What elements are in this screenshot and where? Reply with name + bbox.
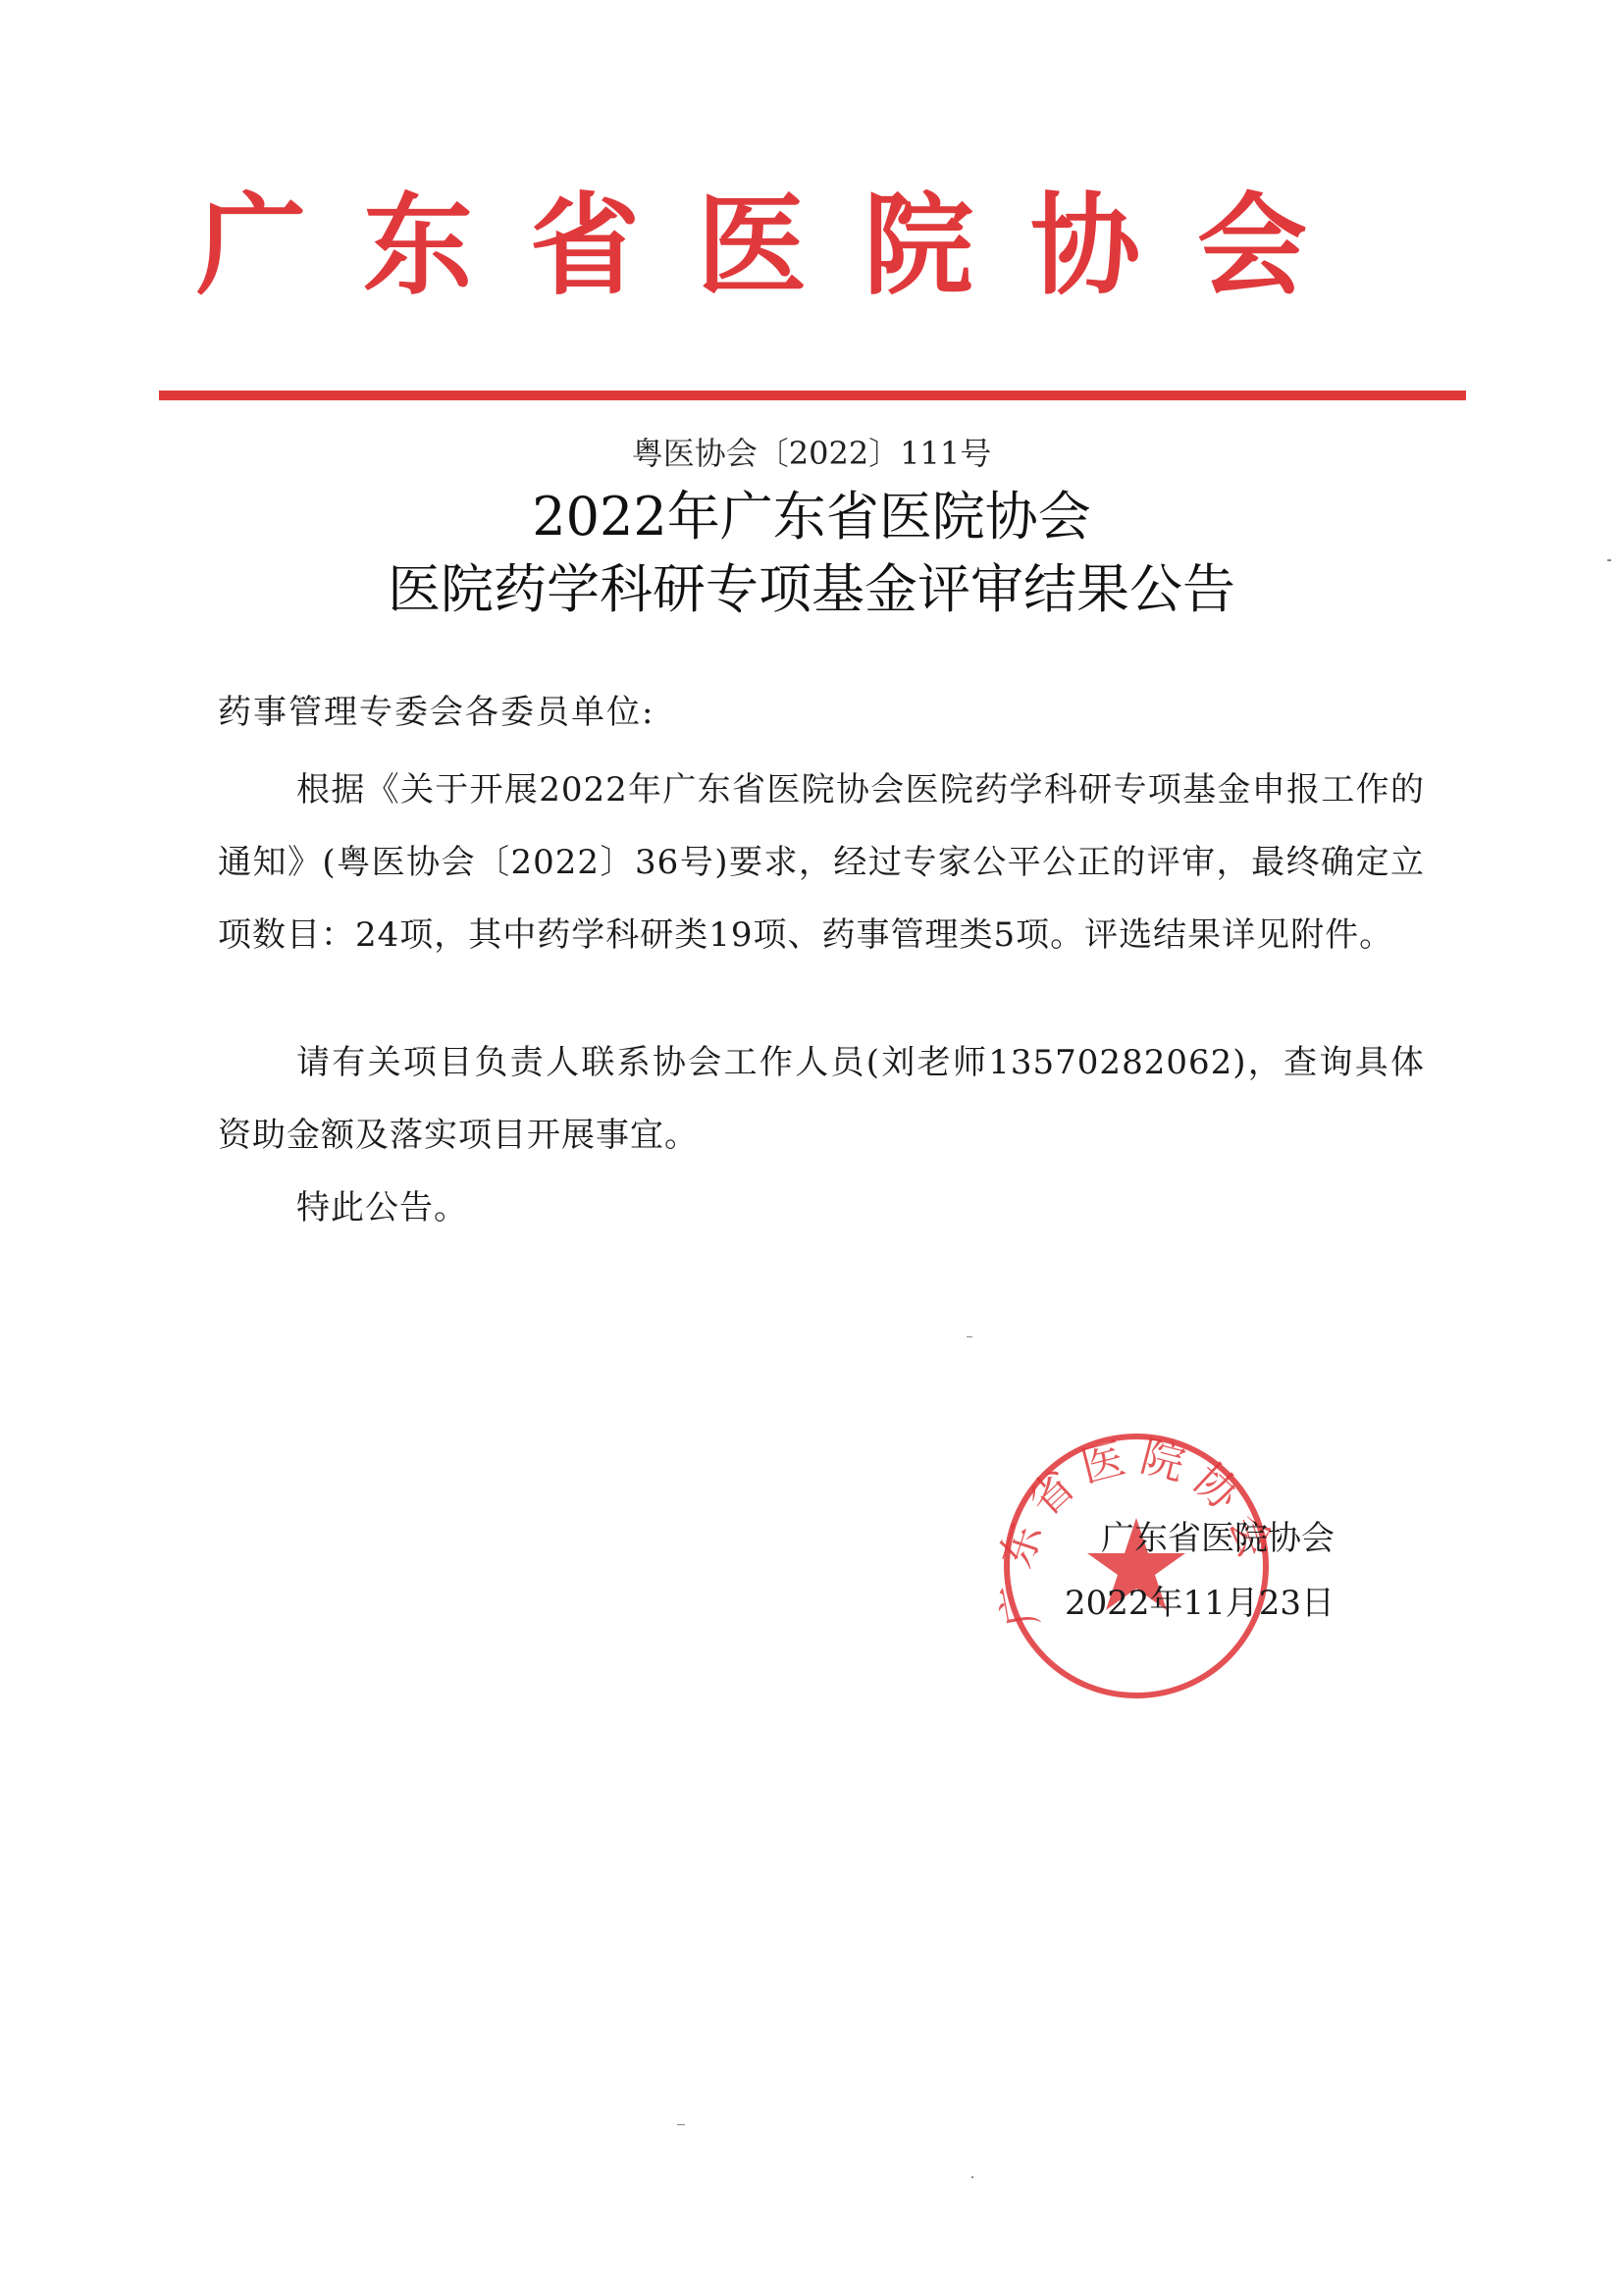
body-paragraph-2: 请有关项目负责人联系协会工作人员(刘老师13570282062)，查询具体资助金额及落实项目开展事宜。 [218,1043,1425,1155]
document-number: 粤医协会〔2022〕111号 [631,435,992,472]
scan-speck [971,2176,973,2178]
signature-organization: 广东省医院协会 [1101,1519,1335,1558]
scan-speck [677,2124,685,2125]
scan-speck [967,1336,972,1337]
seal-text: 省医院协 [1019,1431,1256,1528]
letterhead-divider [159,391,1466,400]
scan-speck [1607,559,1611,561]
document-title-line-1: 2022年广东省医院协会 [532,486,1091,548]
document-title-line-2: 医院药学科研专项基金评审结果公告 [388,558,1235,620]
body-paragraph-3: 特此公告。 [296,1188,468,1227]
signature-date: 2022年11月23日 [1064,1584,1335,1623]
addressee: 药事管理专委会各委员单位: [218,693,655,732]
signature-block [981,1511,1335,1631]
letterhead-organization: 广东省医院协会 [196,182,1364,310]
body-paragraph-1: 根据《关于开展2022年广东省医院协会医院药学科研专项基金申报工作的通知》(粤医协会〔2022〕36号)要求，经过专家公平公正的评审，最终确定立项数目：24项，其中药学科研类19项、药事管理类5项。评选结果详见附件。 [218,770,1425,955]
